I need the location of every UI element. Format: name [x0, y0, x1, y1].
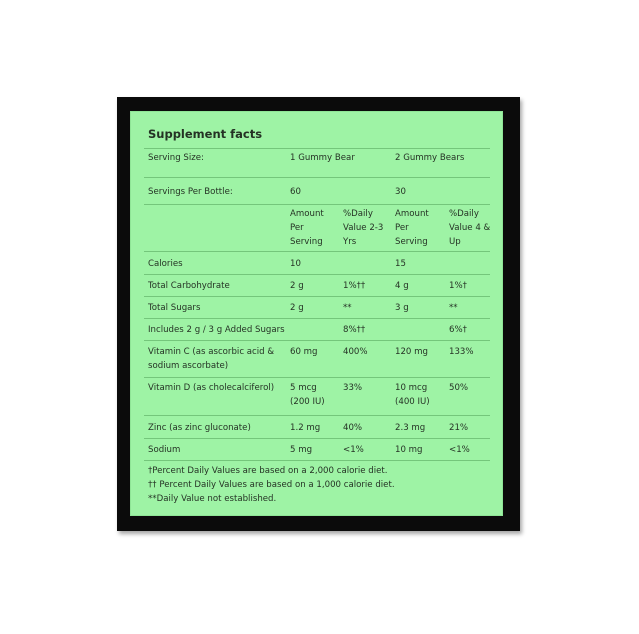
- total-carbohydrate-amount-1: 2 g: [290, 281, 304, 291]
- vitamin-d-dv-2: 50%: [449, 383, 469, 393]
- header-line: Up: [449, 237, 461, 247]
- header-line: Value 2-3: [343, 223, 384, 233]
- servings-per-bottle-value-2: 30: [395, 187, 406, 197]
- added-sugars-label: Includes 2 g / 3 g Added Sugars: [148, 325, 285, 335]
- zinc-amount-2: 2.3 mg: [395, 423, 426, 433]
- divider: [144, 148, 490, 149]
- footnote-1000-calorie: †† Percent Daily Values are based on a 1,000 calorie diet.: [148, 480, 395, 490]
- servings-per-bottle-label: Servings Per Bottle:: [148, 187, 233, 197]
- divider: [144, 377, 490, 378]
- header-line: Amount: [290, 209, 324, 219]
- zinc-label: Zinc (as zinc gluconate): [148, 423, 251, 433]
- divider: [144, 251, 490, 252]
- sodium-dv-2: <1%: [449, 445, 470, 455]
- header-line: Per: [290, 223, 304, 233]
- divider: [144, 274, 490, 275]
- header-line: %Daily: [449, 209, 479, 219]
- header-line: Per: [395, 223, 409, 233]
- amount-line: 5 mcg: [290, 383, 317, 393]
- amount-line: 10 mcg: [395, 383, 428, 393]
- header-line: Serving: [290, 237, 323, 247]
- header-amount-2: [395, 207, 429, 249]
- divider: [144, 415, 490, 416]
- total-carbohydrate-dv-2: 1%†: [449, 281, 467, 291]
- total-sugars-amount-1: 2 g: [290, 303, 304, 313]
- header-daily-value-1: [343, 207, 383, 249]
- vitamin-c-label: [148, 345, 274, 373]
- panel-title: Supplement facts: [148, 127, 263, 141]
- header-line: %Daily: [343, 209, 373, 219]
- footnote-dv-not-established: **Daily Value not established.: [148, 494, 277, 504]
- added-sugars-dv-2: 6%†: [449, 325, 467, 335]
- footnote-2000-calorie: †Percent Daily Values are based on a 2,000 calorie diet.: [148, 466, 388, 476]
- total-sugars-label: Total Sugars: [148, 303, 201, 313]
- vitamin-d-amount-2: [395, 381, 430, 409]
- sodium-label: Sodium: [148, 445, 181, 455]
- calories-label: Calories: [148, 259, 183, 269]
- header-daily-value-2: [449, 207, 490, 249]
- zinc-amount-1: 1.2 mg: [290, 423, 321, 433]
- total-sugars-dv-2: **: [449, 303, 458, 313]
- vitamin-c-amount-1: 60 mg: [290, 347, 318, 357]
- vitamin-c-amount-2: 120 mg: [395, 347, 428, 357]
- total-sugars-amount-2: 3 g: [395, 303, 409, 313]
- total-carbohydrate-label: Total Carbohydrate: [148, 281, 230, 291]
- added-sugars-dv-1: 8%††: [343, 325, 366, 335]
- divider: [144, 204, 490, 205]
- header-line: Yrs: [343, 237, 357, 247]
- label-line: Vitamin C (as ascorbic acid &: [148, 347, 275, 357]
- vitamin-d-label: Vitamin D (as cholecalciferol): [148, 383, 275, 393]
- total-carbohydrate-amount-2: 4 g: [395, 281, 409, 291]
- divider: [144, 296, 490, 297]
- total-sugars-dv-1: **: [343, 303, 352, 313]
- header-line: Value 4 &: [449, 223, 491, 233]
- vitamin-c-dv-1: 400%: [343, 347, 368, 357]
- amount-line: (400 IU): [395, 397, 430, 407]
- divider: [144, 318, 490, 319]
- sodium-amount-2: 10 mg: [395, 445, 423, 455]
- image-frame: [117, 97, 520, 531]
- divider: [144, 340, 490, 341]
- divider: [144, 438, 490, 439]
- divider: [144, 460, 490, 461]
- divider: [144, 177, 490, 178]
- sodium-amount-1: 5 mg: [290, 445, 313, 455]
- amount-line: (200 IU): [290, 397, 325, 407]
- serving-size-value-1: 1 Gummy Bear: [290, 153, 355, 163]
- zinc-dv-2: 21%: [449, 423, 469, 433]
- vitamin-c-dv-2: 133%: [449, 347, 474, 357]
- supplement-facts-panel: [130, 111, 503, 516]
- zinc-dv-1: 40%: [343, 423, 363, 433]
- serving-size-label: Serving Size:: [148, 153, 204, 163]
- vitamin-d-amount-1: [290, 381, 325, 409]
- header-line: Amount: [395, 209, 429, 219]
- label-line: sodium ascorbate): [148, 361, 229, 371]
- total-carbohydrate-dv-1: 1%††: [343, 281, 366, 291]
- vitamin-d-dv-1: 33%: [343, 383, 363, 393]
- header-amount-1: [290, 207, 324, 249]
- calories-amount-1: 10: [290, 259, 301, 269]
- servings-per-bottle-value-1: 60: [290, 187, 301, 197]
- calories-amount-2: 15: [395, 259, 406, 269]
- header-line: Serving: [395, 237, 428, 247]
- sodium-dv-1: <1%: [343, 445, 364, 455]
- serving-size-value-2: 2 Gummy Bears: [395, 153, 465, 163]
